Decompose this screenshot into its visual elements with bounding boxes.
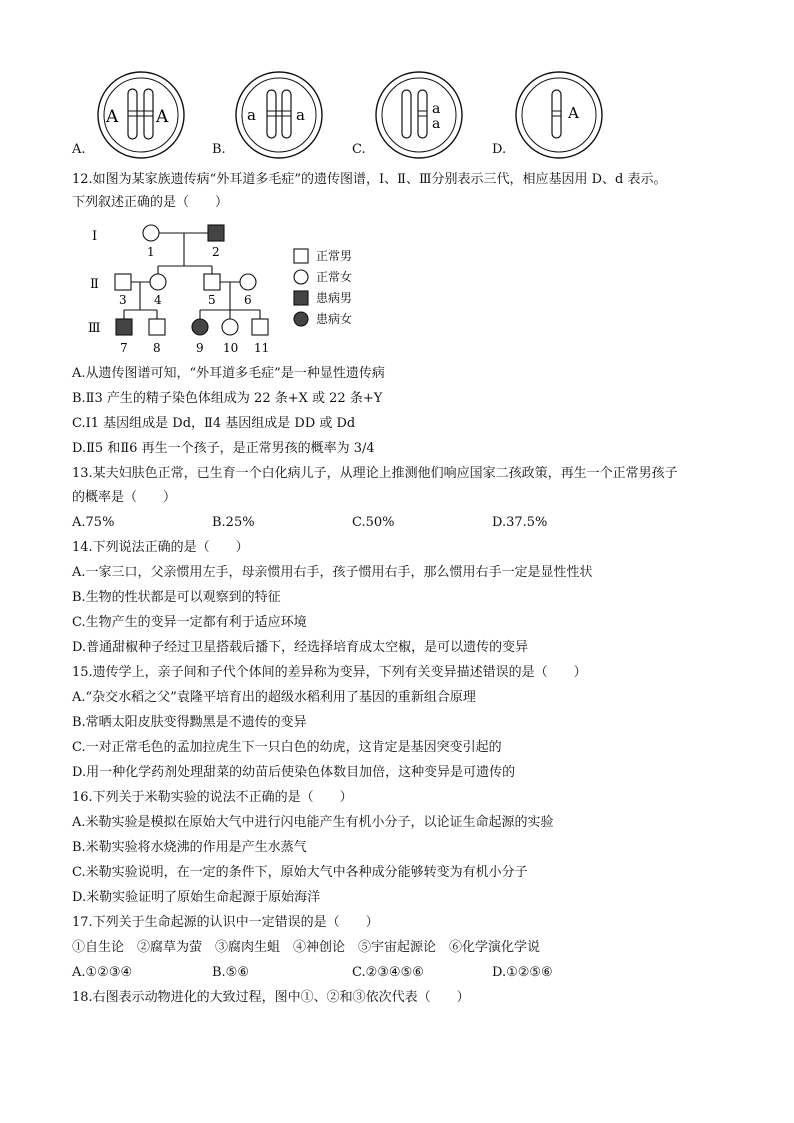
legend-affected-female-label: 患病女 xyxy=(316,312,353,326)
individual-3 xyxy=(115,274,131,290)
individual-1 xyxy=(143,225,159,241)
q11-option-b-letter: B. xyxy=(212,142,226,157)
q14-option-c: C.生物产生的变异一定都有利于适应环境 xyxy=(72,615,307,630)
q11-option-c-figure xyxy=(372,68,466,162)
id-label: 11 xyxy=(254,341,270,355)
q11-option-a-figure xyxy=(94,68,188,162)
q15-option-c: C.一对正常毛色的孟加拉虎生下一只白色的幼虎，这肯定是基因突变引起的 xyxy=(72,740,502,755)
gen-label-3: Ⅲ xyxy=(88,321,101,336)
id-label: 10 xyxy=(223,341,239,355)
id-label: 6 xyxy=(244,293,252,307)
q11-option-d-figure xyxy=(512,68,606,162)
q13-option-b: B.25% xyxy=(212,515,255,530)
q13-stem-line2: 的概率是（ ） xyxy=(72,490,177,505)
q14-option-a: A.一家三口，父亲惯用左手，母亲惯用右手，孩子惯用右手，那么惯用右手一定是显性性状 xyxy=(72,565,593,580)
q12-option-d: D.Ⅱ5 和Ⅱ6 再生一个孩子，是正常男孩的概率为 3/4 xyxy=(72,441,375,456)
individual-6 xyxy=(240,274,256,290)
q17-option-c: C.②③④⑤⑥ xyxy=(352,965,424,980)
cell-diagram-b xyxy=(232,68,326,162)
q12-stem-line2: 下列叙述正确的是（ ） xyxy=(72,195,229,210)
pedigree-chart xyxy=(84,216,374,358)
q12-option-a: A.从遗传图谱可知，“外耳道多毛症”是一种显性遗传病 xyxy=(72,366,385,381)
q15-option-a: A.“杂交水稻之父”袁隆平培育出的超级水稻利用了基因的重新组合原理 xyxy=(72,690,476,705)
legend-normal-male-label: 正常男 xyxy=(316,249,353,263)
id-label: 5 xyxy=(208,293,216,307)
q13-stem-line1: 13.某夫妇肤色正常，已生育一个白化病儿子，从理论上推测他们响应国家二孩政策，再生一个正常男孩子 xyxy=(72,466,678,481)
q13-option-d: D.37.5% xyxy=(492,515,548,530)
q11-option-b-figure xyxy=(232,68,326,162)
individual-7 xyxy=(116,319,132,335)
gene-label: A xyxy=(106,107,119,127)
id-label: 1 xyxy=(147,245,155,259)
gene-label: A xyxy=(568,104,579,122)
individual-8 xyxy=(149,319,165,335)
q16-option-c: C.米勒实验说明，在一定的条件下，原始大气中各种成分能够转变为有机小分子 xyxy=(72,865,528,880)
legend-normal-female-label: 正常女 xyxy=(316,270,353,284)
gene-label: a xyxy=(432,116,441,132)
q11-option-c-letter: C. xyxy=(352,142,366,157)
legend-affected-male-icon xyxy=(294,291,308,305)
id-label: 9 xyxy=(196,341,204,355)
individual-2 xyxy=(208,225,224,241)
id-label: 2 xyxy=(212,245,220,259)
individual-10 xyxy=(222,319,238,335)
legend-affected-female-icon xyxy=(294,312,308,326)
id-label: 3 xyxy=(119,293,127,307)
q16-option-b: B.米勒实验将水烧沸的作用是产生水蒸气 xyxy=(72,840,307,855)
cell-diagram-d xyxy=(512,68,606,162)
q12-option-b: B.Ⅱ3 产生的精子染色体组成为 22 条+X 或 22 条+Y xyxy=(72,391,383,406)
q13-option-a: A.75% xyxy=(72,515,115,530)
q11-option-a-letter: A. xyxy=(72,142,86,157)
q12-stem-line1: 12.如图为某家族遗传病“外耳道多毛症”的遗传图谱，Ⅰ、Ⅱ、Ⅲ分别表示三代，相应基因用 D、d 表示。 xyxy=(72,172,667,187)
q17-items: ①自生论 ②腐草为萤 ③腐肉生蛆 ④神创论 ⑤宇宙起源论 ⑥化学演化学说 xyxy=(72,940,541,955)
individual-5 xyxy=(204,274,220,290)
q11-option-d-letter: D. xyxy=(492,142,507,157)
id-label: 8 xyxy=(153,341,161,355)
individual-11 xyxy=(252,319,268,335)
gene-label: a xyxy=(247,106,256,124)
gene-label: a xyxy=(432,101,441,117)
q16-option-a: A.米勒实验是模拟在原始大气中进行闪电能产生有机小分子，以论证生命起源的实验 xyxy=(72,815,554,830)
gene-label: a xyxy=(296,106,305,124)
q16-option-d: D.米勒实验证明了原始生命起源于原始海洋 xyxy=(72,890,321,905)
q15-stem: 15.遗传学上，亲子间和子代个体间的差异称为变异，下列有关变异描述错误的是（ ） xyxy=(72,665,587,680)
individual-9 xyxy=(192,319,208,335)
id-label: 7 xyxy=(120,341,128,355)
legend-normal-female-icon xyxy=(294,270,308,284)
q14-stem: 14.下列说法正确的是（ ） xyxy=(72,540,249,555)
q15-option-b: B.常晒太阳皮肤变得黝黑是不遗传的变异 xyxy=(72,715,307,730)
cell-diagram-a xyxy=(94,68,188,162)
q17-option-d: D.①②⑤⑥ xyxy=(492,965,553,980)
individual-4 xyxy=(150,274,166,290)
legend-normal-male-icon xyxy=(294,249,308,263)
q14-option-b: B.生物的性状都是可以观察到的特征 xyxy=(72,590,281,605)
gene-label: A xyxy=(156,107,169,127)
q12-option-c: C.Ⅰ1 基因组成是 Dd，Ⅱ4 基因组成是 DD 或 Dd xyxy=(72,416,356,431)
q15-option-d: D.用一种化学药剂处理甜菜的幼苗后使染色体数目加倍，这种变异是可遗传的 xyxy=(72,765,516,780)
q16-stem: 16.下列关于米勒实验的说法不正确的是（ ） xyxy=(72,790,353,805)
cell-diagram-c xyxy=(372,68,466,162)
gen-label-2: Ⅱ xyxy=(90,277,99,292)
q17-option-a: A.①②③④ xyxy=(72,965,133,980)
q18-stem: 18.右图表示动物进化的大致过程，图中①、②和③依次代表（ ） xyxy=(72,990,470,1005)
q17-option-b: B.⑤⑥ xyxy=(212,965,249,980)
pedigree-svg xyxy=(84,216,374,358)
id-label: 4 xyxy=(154,293,162,307)
gen-label-1: Ⅰ xyxy=(92,229,98,244)
q13-option-c: C.50% xyxy=(352,515,395,530)
q14-option-d: D.普通甜椒种子经过卫星搭载后播下，经选择培育成太空椒，是可以遗传的变异 xyxy=(72,640,529,655)
q17-stem: 17.下列关于生命起源的认识中一定错误的是（ ） xyxy=(72,915,379,930)
legend-affected-male-label: 患病男 xyxy=(316,291,353,305)
